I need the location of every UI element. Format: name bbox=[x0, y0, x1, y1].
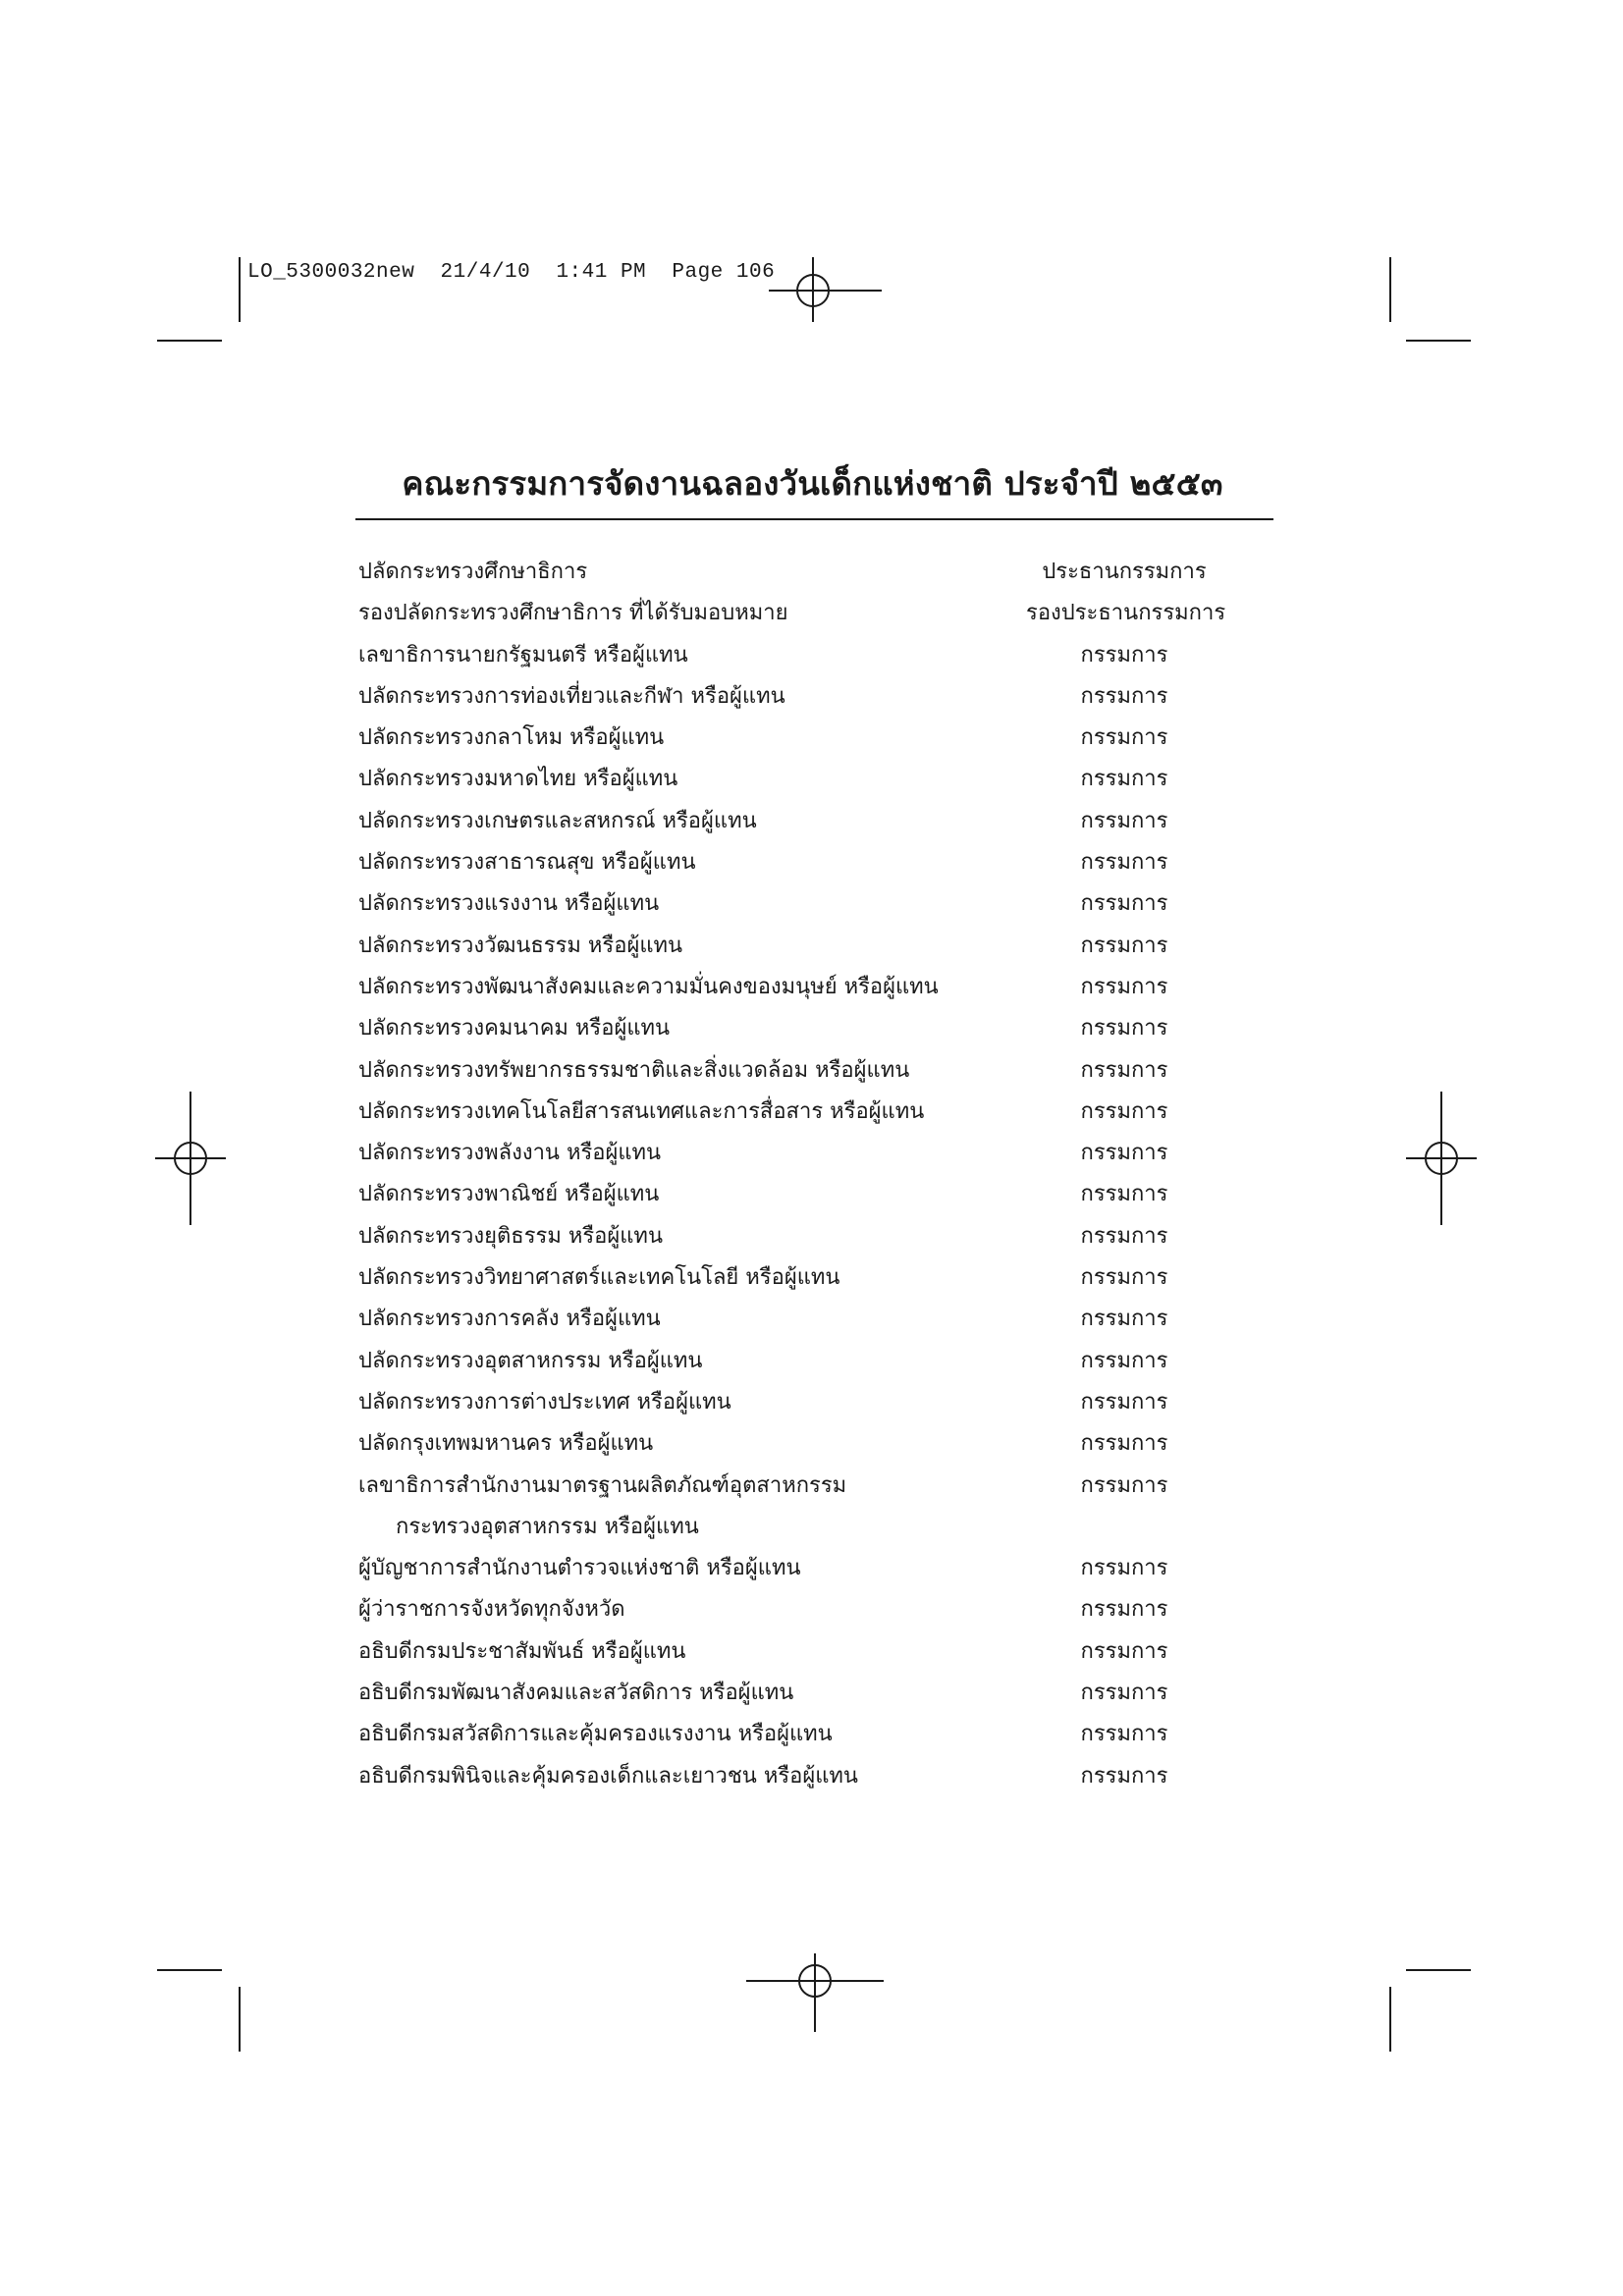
member-name: ปลัดกระทรวงวิทยาศาสตร์และเทคโนโลยี หรือผู้แทน bbox=[358, 1265, 840, 1291]
member-name: อธิบดีกรมประชาสัมพันธ์ หรือผู้แทน bbox=[358, 1638, 686, 1664]
list-item bbox=[358, 1257, 1242, 1299]
member-role: กรรมการ bbox=[1080, 725, 1168, 751]
member-role: กรรมการ bbox=[1080, 1389, 1168, 1415]
list-item bbox=[358, 1631, 1242, 1673]
member-role: กรรมการ bbox=[1080, 1057, 1168, 1083]
list-item bbox=[358, 1382, 1242, 1423]
title-divider bbox=[355, 518, 1273, 520]
member-name: อธิบดีกรมพินิจและคุ้มครองเด็กและเยาวชน หรือผู้แทน bbox=[358, 1763, 858, 1789]
member-role: กรรมการ bbox=[1080, 1223, 1168, 1249]
crop-mark-bottom-right-vertical bbox=[1389, 1987, 1391, 2052]
member-role: กรรมการ bbox=[1080, 767, 1168, 792]
crosshair-icon bbox=[746, 1953, 884, 2042]
list-item bbox=[358, 1174, 1242, 1215]
member-role: ประธานกรรมการ bbox=[1042, 560, 1207, 584]
member-name: ปลัดกระทรวงกลาโหม หรือผู้แทน bbox=[358, 725, 665, 751]
member-name: ปลัดกระทรวงพัฒนาสังคมและความมั่นคงของมนุษย์ หรือผู้แทน bbox=[358, 974, 939, 999]
member-role: กรรมการ bbox=[1080, 642, 1168, 667]
list-item bbox=[358, 1299, 1242, 1340]
list-item bbox=[358, 1092, 1242, 1133]
member-name: ผู้ว่าราชการจังหวัดทุกจังหวัด bbox=[358, 1597, 625, 1623]
list-item bbox=[358, 1341, 1242, 1382]
member-role: กรรมการ bbox=[1080, 1681, 1168, 1706]
member-role: กรรมการ bbox=[1080, 1182, 1168, 1207]
print-slug: LO_5300032new 21/4/10 1:41 PM Page 106 bbox=[247, 261, 776, 284]
member-name: อธิบดีกรมสวัสดิการและคุ้มครองแรงงาน หรือผู้แทน bbox=[358, 1722, 833, 1747]
member-role: รองประธานกรรมการ bbox=[1026, 601, 1226, 626]
list-item bbox=[358, 1216, 1242, 1257]
committee-list bbox=[358, 552, 1242, 1797]
member-name: ปลัดกระทรวงคมนาคม หรือผู้แทน bbox=[358, 1016, 671, 1041]
member-name: ปลัดกระทรวงการคลัง หรือผู้แทน bbox=[358, 1307, 661, 1332]
crop-mark-bottom-right-horizontal bbox=[1406, 1969, 1471, 1971]
member-role: กรรมการ bbox=[1080, 1348, 1168, 1373]
list-item bbox=[358, 1008, 1242, 1049]
list-item bbox=[358, 1589, 1242, 1630]
list-item bbox=[358, 1133, 1242, 1174]
list-item bbox=[358, 1466, 1242, 1507]
member-name: ปลัดกระทรวงเทคโนโลยีสารสนเทศและการสื่อสาร หรือผู้แทน bbox=[358, 1098, 925, 1124]
list-item bbox=[358, 1548, 1242, 1589]
crop-mark-bottom-left-horizontal bbox=[157, 1969, 222, 1971]
member-name: ปลัดกระทรวงเกษตรและสหกรณ์ หรือผู้แทน bbox=[358, 808, 757, 833]
crop-mark-top-right-vertical bbox=[1389, 257, 1391, 322]
list-item bbox=[358, 926, 1242, 967]
member-role: กรรมการ bbox=[1080, 1722, 1168, 1747]
member-name: ปลัดกระทรวงยุติธรรม หรือผู้แทน bbox=[358, 1223, 663, 1249]
member-name: รองปลัดกระทรวงศึกษาธิการ ที่ได้รับมอบหมาย bbox=[358, 601, 788, 626]
member-name: ปลัดกระทรวงมหาดไทย หรือผู้แทน bbox=[358, 767, 678, 792]
member-name: ปลัดกระทรวงสาธารณสุข หรือผู้แทน bbox=[358, 850, 696, 876]
member-role: กรรมการ bbox=[1080, 808, 1168, 833]
member-name: เลขาธิการนายกรัฐมนตรี หรือผู้แทน bbox=[358, 642, 688, 667]
list-item-continuation bbox=[358, 1507, 1242, 1548]
crop-mark-bottom-left-vertical bbox=[239, 1987, 241, 2052]
member-role: กรรมการ bbox=[1080, 683, 1168, 709]
crosshair-icon bbox=[769, 243, 882, 322]
list-item bbox=[358, 635, 1242, 676]
list-item bbox=[358, 1756, 1242, 1797]
list-item bbox=[358, 759, 1242, 800]
member-role: กรรมการ bbox=[1080, 1638, 1168, 1664]
member-role: กรรมการ bbox=[1080, 1556, 1168, 1581]
list-item bbox=[358, 1714, 1242, 1755]
member-role: กรรมการ bbox=[1080, 1016, 1168, 1041]
registration-mark-bottom bbox=[746, 1953, 884, 2042]
member-name: ปลัดกระทรวงแรงงาน หรือผู้แทน bbox=[358, 891, 660, 917]
list-item bbox=[358, 883, 1242, 925]
list-item bbox=[358, 967, 1242, 1008]
member-role: กรรมการ bbox=[1080, 1141, 1168, 1166]
member-name: ผู้บัญชาการสำนักงานตำรวจแห่งชาติ หรือผู้แทน bbox=[358, 1556, 801, 1581]
member-name: ปลัดกระทรวงวัฒนธรรม หรือผู้แทน bbox=[358, 933, 683, 958]
page-title: คณะกรรมการจัดงานฉลองวันเด็กแห่งชาติ ประจำปี ๒๕๕๓ bbox=[402, 464, 1223, 503]
crosshair-icon bbox=[1406, 1092, 1477, 1225]
list-item bbox=[358, 552, 1242, 593]
registration-mark-left bbox=[155, 1092, 226, 1225]
member-role: กรรมการ bbox=[1080, 1431, 1168, 1457]
member-name: ปลัดกระทรวงทรัพยากรธรรมชาติและสิ่งแวดล้อม หรือผู้แทน bbox=[358, 1057, 910, 1083]
member-role: กรรมการ bbox=[1080, 850, 1168, 876]
member-role: กรรมการ bbox=[1080, 1597, 1168, 1623]
member-name: อธิบดีกรมพัฒนาสังคมและสวัสดิการ หรือผู้แทน bbox=[358, 1681, 794, 1706]
member-role: กรรมการ bbox=[1080, 933, 1168, 958]
member-role: กรรมการ bbox=[1080, 1472, 1168, 1498]
member-name: ปลัดกระทรวงพาณิชย์ หรือผู้แทน bbox=[358, 1182, 660, 1207]
member-role: กรรมการ bbox=[1080, 891, 1168, 917]
list-item bbox=[358, 593, 1242, 634]
member-name: ปลัดกระทรวงพลังงาน หรือผู้แทน bbox=[358, 1141, 662, 1166]
registration-mark-right bbox=[1406, 1092, 1477, 1225]
member-role: กรรมการ bbox=[1080, 1763, 1168, 1789]
member-role: กรรมการ bbox=[1080, 974, 1168, 999]
list-item bbox=[358, 1050, 1242, 1092]
member-name: ปลัดกระทรวงศึกษาธิการ bbox=[358, 560, 588, 584]
list-item bbox=[358, 1423, 1242, 1465]
crop-mark-top-left-horizontal bbox=[157, 340, 222, 342]
member-name: ปลัดกรุงเทพมหานคร หรือผู้แทน bbox=[358, 1431, 654, 1457]
list-item bbox=[358, 801, 1242, 842]
registration-mark-top bbox=[769, 243, 882, 322]
member-role: กรรมการ bbox=[1080, 1265, 1168, 1291]
list-item bbox=[358, 1673, 1242, 1714]
member-role: กรรมการ bbox=[1080, 1098, 1168, 1124]
crop-mark-top-left-vertical bbox=[239, 257, 241, 322]
member-role: กรรมการ bbox=[1080, 1307, 1168, 1332]
crosshair-icon bbox=[155, 1092, 226, 1225]
list-item bbox=[358, 718, 1242, 759]
member-name: ปลัดกระทรวงการท่องเที่ยวและกีฬา หรือผู้แทน bbox=[358, 683, 785, 709]
member-name: ปลัดกระทรวงการต่างประเทศ หรือผู้แทน bbox=[358, 1389, 731, 1415]
member-name: เลขาธิการสำนักงานมาตรฐานผลิตภัณฑ์อุตสาหกรรม bbox=[358, 1472, 847, 1498]
member-name: ปลัดกระทรวงอุตสาหกรรม หรือผู้แทน bbox=[358, 1348, 703, 1373]
list-item bbox=[358, 842, 1242, 883]
crop-mark-top-right-horizontal bbox=[1406, 340, 1471, 342]
list-item bbox=[358, 676, 1242, 718]
member-name: กระทรวงอุตสาหกรรม หรือผู้แทน bbox=[396, 1514, 699, 1539]
